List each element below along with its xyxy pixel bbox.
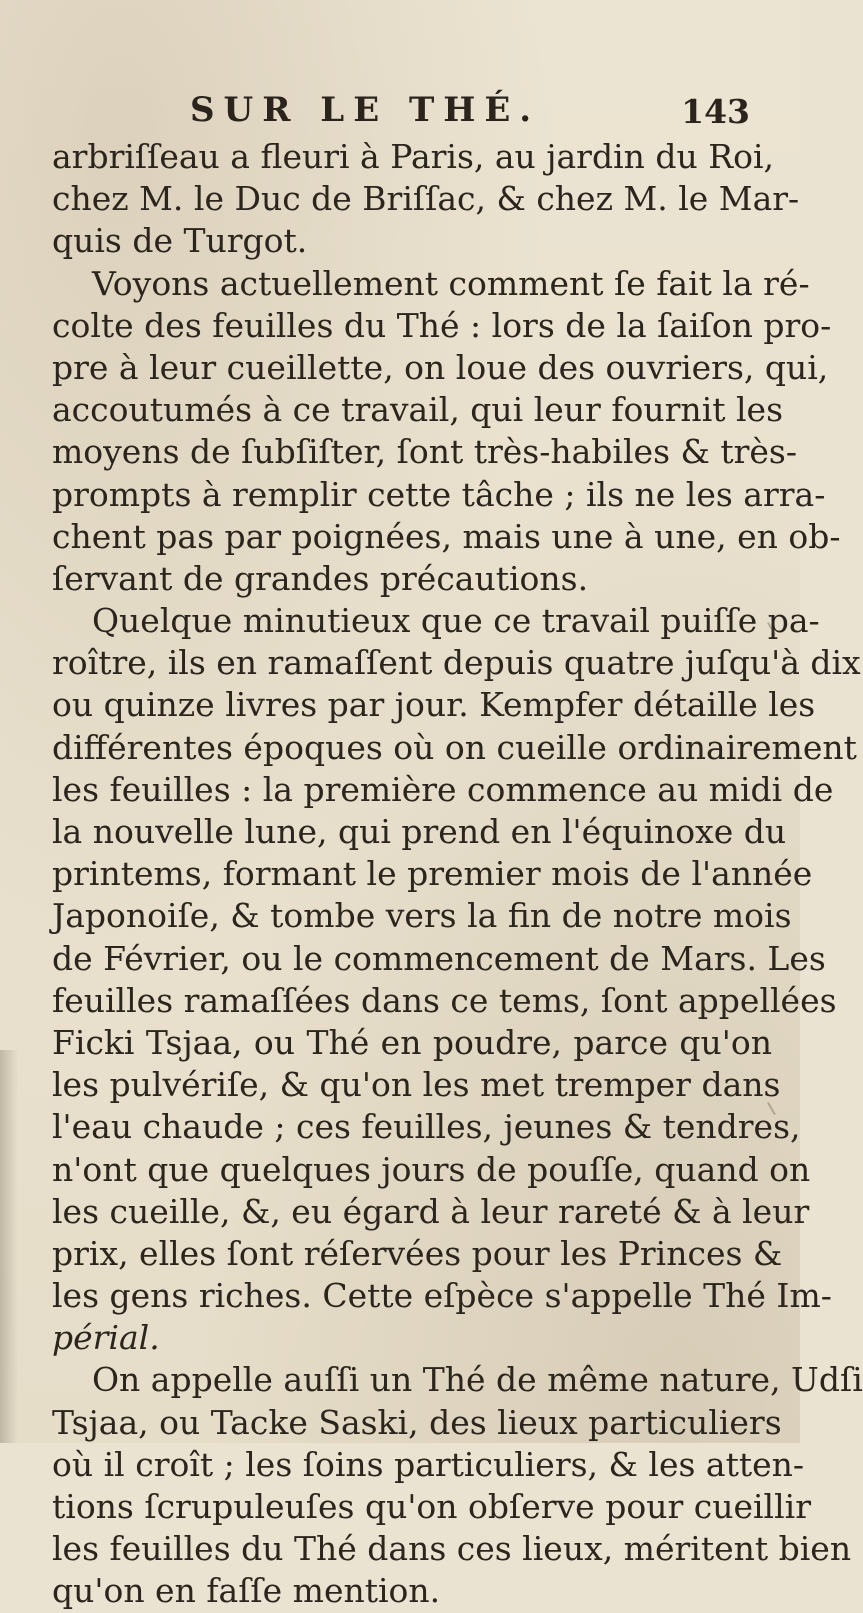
text-line: périal. — [52, 1318, 160, 1358]
text-line: prix, elles ſont réſervées pour les Princes & — [52, 1233, 783, 1273]
text-line: ſervant de grandes précautions. — [52, 558, 589, 598]
text-line: où il croît ; les ſoins particuliers, & les atten- — [52, 1444, 805, 1484]
text-line: les feuilles du Thé dans ces lieux, méritent bien — [52, 1529, 852, 1569]
text-line: moyens de ſubſiſter, ſont très-habiles & très- — [52, 432, 798, 472]
text-line: les cueille, &, eu égard à leur rareté & à leur — [52, 1191, 810, 1231]
running-title: SUR LE THÉ. — [190, 90, 541, 130]
text-line: de Février, ou le commencement de Mars. Les — [52, 938, 826, 978]
text-line: chez M. le Duc de Briſſac, & chez M. le Mar- — [52, 179, 800, 219]
text-line: feuilles ramaſſées dans ce tems, ſont appellées — [52, 980, 837, 1020]
text-line: les pulvériſe, & qu'on les met tremper dans — [52, 1065, 781, 1105]
text-line: Japonoiſe, & tombe vers la fin de notre mois — [52, 896, 792, 936]
text-line: On appelle auſſi un Thé de même nature, Udſi — [92, 1360, 863, 1400]
text-line: quis de Turgot. — [52, 221, 308, 261]
text-line: tions ſcrupuleuſes qu'on obſerve pour cueillir — [52, 1487, 811, 1526]
text-line: colte des feuilles du Thé : lors de la ſaiſon pro- — [52, 305, 832, 345]
text-line: Tsjaa, ou Tacke Saski, des lieux particuliers — [52, 1402, 782, 1442]
text-line: Voyons actuellement comment ſe fait la ré- — [92, 263, 810, 303]
text-line: roître, ils en ramaſſent depuis quatre juſqu'à dix — [52, 643, 861, 683]
text-line: qu'on en faſſe mention. — [52, 1571, 441, 1611]
text-line: accoutumés à ce travail, qui leur fournit les — [52, 390, 784, 430]
text-line: l'eau chaude ; ces feuilles, jeunes & tendres, — [52, 1107, 801, 1147]
text-line: chent pas par poignées, mais une à une, en ob- — [52, 516, 841, 556]
text-line: Ficki Tsjaa, ou Thé en poudre, parce qu'on — [52, 1022, 772, 1062]
text-line: n'ont que quelques jours de pouſſe, quand on — [52, 1149, 811, 1189]
text-line: Quelque minutieux que ce travail puiſſe pa- — [92, 601, 820, 641]
body-text — [52, 136, 863, 1613]
page-edge-shadow — [0, 1050, 18, 1443]
text-line: la nouvelle lune, qui prend en l'équinoxe du — [52, 812, 787, 851]
text-line: différentes époques où on cueille ordinairement — [52, 727, 857, 767]
text-line: les gens riches. Cette eſpèce s'appelle Thé Im- — [52, 1276, 832, 1316]
text-line: arbriſſeau a fleuri à Paris, au jardin du Roi, — [52, 137, 775, 176]
text-line: printems, formant le premier mois de l'année — [52, 854, 813, 894]
text-line: prompts à remplir cette tâche ; ils ne les arra- — [52, 474, 826, 514]
page-header — [190, 90, 750, 136]
page-number: 143 — [681, 92, 750, 131]
text-line: pre à leur cueillette, on loue des ouvriers, qui, — [52, 347, 829, 387]
text-line: ou quinze livres par jour. Kempfer détaille les — [52, 685, 816, 725]
text-line: les feuilles : la première commence au midi de — [52, 769, 834, 809]
